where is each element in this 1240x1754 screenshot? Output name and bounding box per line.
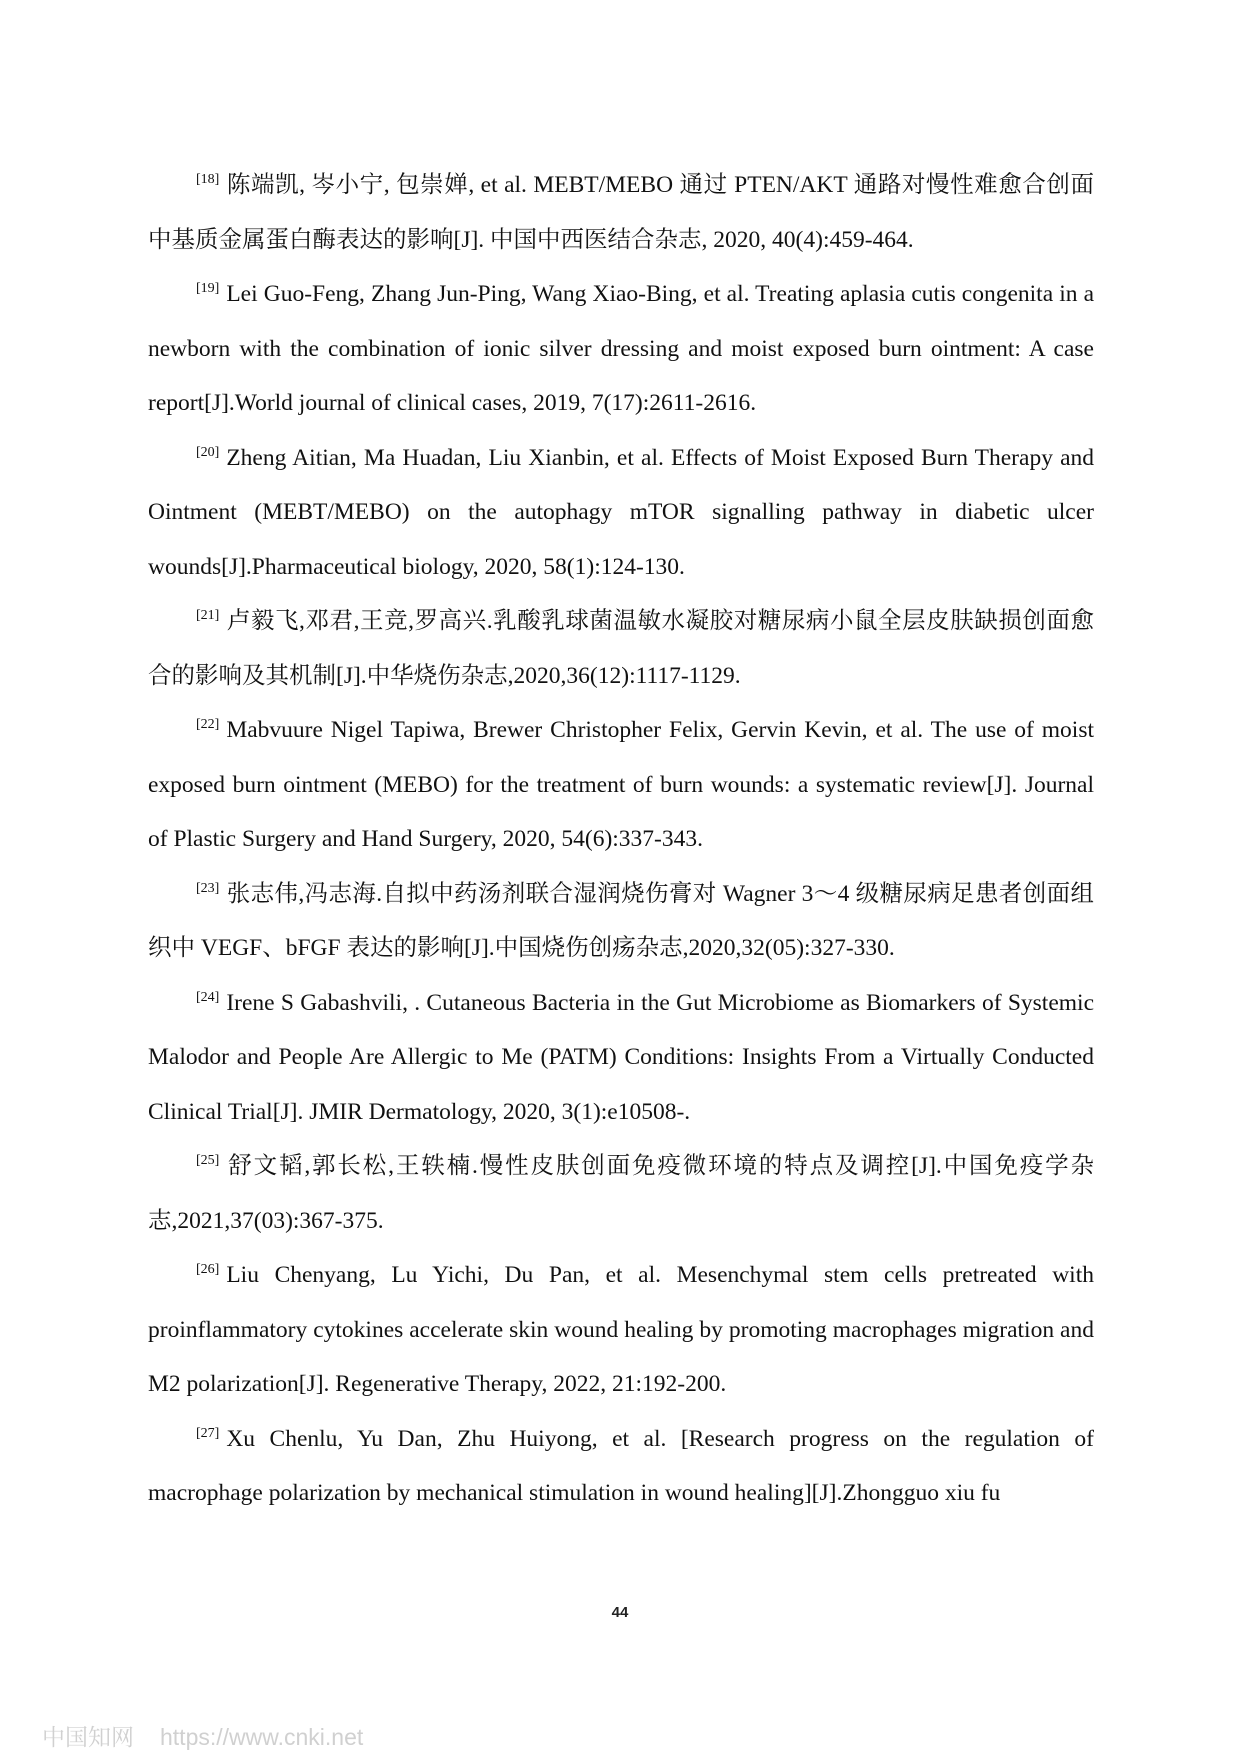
reference-entry <box>148 158 1094 267</box>
reference-number: [22] <box>196 717 220 732</box>
reference-entry <box>148 867 1094 976</box>
reference-text: Irene S Gabashvili, . Cutaneous Bacteria in the Gut Microbiome as Biomarkers of Systemic Malodor and People Are Allergic to Me (PATM) Conditions: Insights From a Virtually Conducted Clinical Trial[J]. JMIR Dermatology, 2020, 3(1):e10508-. <box>148 989 1094 1125</box>
watermark <box>42 1719 363 1752</box>
reference-number: [24] <box>196 989 220 1005</box>
reference-entry <box>148 703 1094 867</box>
reference-number: [25] <box>196 1153 220 1168</box>
reference-text: 卢毅飞,邓君,王竞,罗高兴.乳酸乳球菌温敏水凝胶对糖尿病小鼠全层皮肤缺损创面愈合的影响及其机制[J].中华烧伤杂志,2020,36(12):1117-1129. <box>148 608 1094 689</box>
reference-text: 舒文韬,郭长松,王轶楠.慢性皮肤创面免疫微环境的特点及调控[J].中国免疫学杂志,2021,37(03):367-375. <box>148 1153 1094 1234</box>
reference-entry <box>148 594 1094 703</box>
reference-entry <box>148 1248 1094 1412</box>
reference-number: [26] <box>196 1262 220 1277</box>
reference-text: Zheng Aitian, Ma Huadan, Liu Xianbin, et al. Effects of Moist Exposed Burn Therapy and Ointment (MEBT/MEBO) on the autophagy mTOR signalling pathway in diabetic ulcer wounds[J].Pharmaceutical biology, 2020, 58(1):124-130. <box>148 444 1094 580</box>
reference-number: [23] <box>196 880 220 896</box>
reference-number: [18] <box>196 172 220 187</box>
reference-entry <box>148 1412 1094 1521</box>
reference-list <box>148 158 1094 1521</box>
watermark-url: https://www.cnki.net <box>160 1724 364 1750</box>
reference-text: 陈端凯, 岑小宁, 包崇婵, et al. MEBT/MEBO 通过 PTEN/AKT 通路对慢性难愈合创面中基质金属蛋白酶表达的影响[J]. 中国中西医结合杂志, 2020, 40(4):459-464. <box>148 172 1094 253</box>
reference-text: Lei Guo-Feng, Zhang Jun-Ping, Wang Xiao-Bing, et al. Treating aplasia cutis congenita in a newborn with the combination of ionic silver dressing and moist exposed burn ointment: A case report[J].World journal of clinical cases, 2019, 7(17):2611-2616. <box>148 281 1094 416</box>
reference-entry <box>148 1139 1094 1248</box>
reference-text: 张志伟,冯志海.自拟中药汤剂联合湿润烧伤膏对 Wagner 3～4 级糖尿病足患者创面组织中 VEGF、bFGF 表达的影响[J].中国烧伤创疡杂志,2020,32(05):327-330. <box>148 880 1094 961</box>
watermark-brand: 中国知网 <box>42 1724 134 1750</box>
reference-entry <box>148 431 1094 595</box>
reference-entry <box>148 267 1094 431</box>
reference-text: Liu Chenyang, Lu Yichi, Du Pan, et al. Mesenchymal stem cells pretreated with proinflammatory cytokines accelerate skin wound healing by promoting macrophages migration and M2 polarization[J]. Regenerative Therapy, 2022, 21:192-200. <box>148 1262 1094 1397</box>
reference-text: Mabvuure Nigel Tapiwa, Brewer Christopher Felix, Gervin Kevin, et al. The use of moist exposed burn ointment (MEBO) for the treatment of burn wounds: a systematic review[J]. Journal of Plastic Surgery and Hand Surgery, 2020, 54(6):337-343. <box>148 717 1094 852</box>
page-number: 44 <box>611 1604 629 1621</box>
reference-text: Xu Chenlu, Yu Dan, Zhu Huiyong, et al. [Research progress on the regulation of macrophage polarization by mechanical stimulation in wound healing][J].Zhongguo xiu fu <box>148 1425 1094 1506</box>
reference-number: [20] <box>196 444 220 460</box>
reference-number: [21] <box>196 608 220 623</box>
reference-number: [27] <box>196 1425 220 1441</box>
reference-entry <box>148 976 1094 1140</box>
reference-number: [19] <box>196 281 220 296</box>
